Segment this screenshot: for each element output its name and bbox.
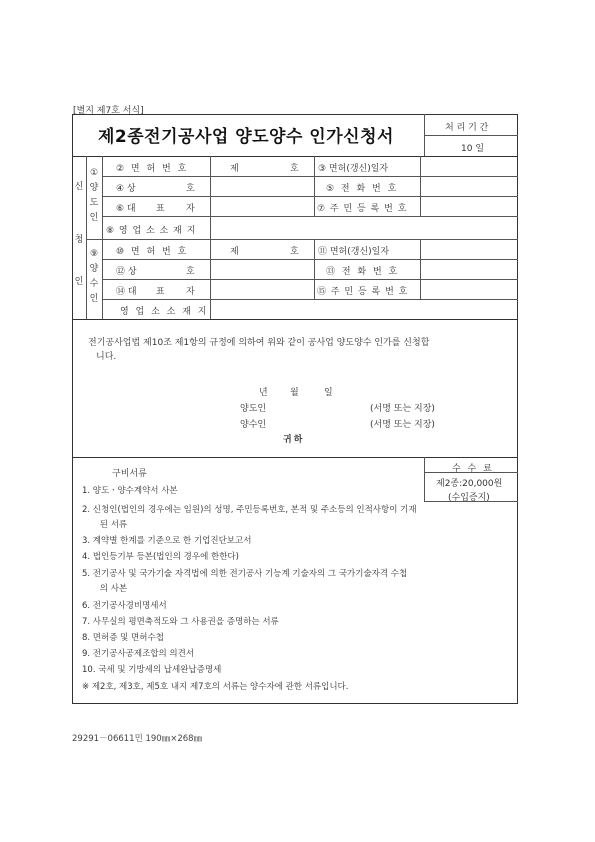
docs-item: 1. 양도ㆍ양수계약서 사본	[82, 486, 178, 496]
docs-item: 4. 법인등기부 등본(법인의 경우에 한한다)	[82, 552, 239, 562]
date-day: 일	[324, 388, 333, 398]
addressee: 귀하	[283, 435, 305, 445]
transferor-rep-label: 표	[156, 204, 165, 214]
transferor-label-char: 인	[89, 213, 99, 223]
sign-note: (서명 또는 지장)	[370, 420, 435, 430]
divider	[314, 156, 315, 216]
applicant-label-char: 신	[74, 182, 84, 192]
transferor-license-no-suffix: 호	[290, 164, 299, 174]
divider	[424, 457, 425, 501]
fee-note: (수입증지)	[448, 493, 490, 503]
divider	[420, 156, 421, 216]
divider	[420, 239, 421, 299]
transferee-trade-name-label: 호	[186, 267, 195, 277]
transferee-phone-label: ⑬ 전 화 번 호	[326, 267, 400, 277]
form-label: [별지 제7호 서식]	[73, 106, 144, 116]
fee-amount: 제2종:20,000원	[436, 479, 503, 489]
docs-item: 9. 전기공사공제조합의 의견서	[82, 649, 195, 659]
transferee-license-no-label: ⑩ 면 허 번 호	[116, 247, 189, 257]
docs-heading: 구비서류	[112, 469, 147, 479]
transferee-resident-no-label: ⑮ 주 민 등 록 번 호	[317, 287, 409, 297]
docs-item: 7. 사무실의 평면축적도와 그 사용권을 증명하는 서류	[82, 617, 279, 627]
transferor-trade-name-label: 호	[186, 184, 195, 194]
divider	[314, 239, 315, 299]
transferor-address-label: ⑧ 영 업 소 소 재 지	[106, 226, 197, 236]
divider	[102, 156, 103, 319]
transferee-address-label: 영 업 소 소 재 지	[120, 307, 209, 317]
docs-item: 3. 계약별 한계를 기준으로 한 기업진단보고서	[82, 536, 252, 546]
signer-transferee: 양수인	[240, 420, 267, 430]
divider	[72, 457, 518, 458]
divider	[102, 259, 518, 260]
transferee-rep-label: ⑭ 대	[116, 287, 137, 297]
processing-period-value: 10 일	[461, 144, 485, 154]
transferor-license-date-label: ③ 면허(갱신)일자	[318, 164, 389, 174]
transferee-license-date-label: ⑪ 면허(갱신)일자	[318, 247, 390, 257]
form-title: 제2종전기공사업 양도양수 인가신청서	[98, 127, 394, 147]
docs-item: 5. 전기공사 및 국가기술 자격법에 의한 전기공사 기능계 기술자의 그 국가기술자격 수첩	[82, 569, 408, 579]
date-month: 월	[290, 388, 299, 398]
docs-item: 의 사본	[89, 584, 128, 594]
divider	[102, 216, 518, 217]
fee-label: 수 수 료	[452, 464, 494, 474]
transferee-label-char: 수	[89, 279, 99, 289]
transferee-label-char: ⑨	[89, 249, 99, 259]
docs-item: 8. 면허증 및 면허수첩	[82, 633, 164, 643]
divider	[424, 135, 518, 136]
transferor-label-char: 도	[89, 198, 99, 208]
transferee-trade-name-label: ⑫ 상	[116, 267, 137, 277]
docs-item: 된 서류	[89, 520, 128, 530]
transferee-label-char: 인	[89, 294, 99, 304]
transferor-trade-name-label: ④ 상	[116, 184, 136, 194]
transferor-label-char: ①	[89, 168, 99, 178]
transferor-license-no-prefix: 제	[230, 164, 239, 174]
applicant-label-char: 청	[74, 235, 84, 245]
transferor-license-no-label: ② 면 허 번 호	[116, 164, 189, 174]
transferee-license-no-suffix: 호	[290, 247, 299, 257]
docs-item: 6. 전기공사경비명세서	[82, 601, 167, 611]
transferor-rep-label: 자	[186, 204, 195, 214]
divider	[102, 196, 518, 197]
statement-line: 전기공사업법 제10조 제1항의 규정에 의하여 위와 같이 공사업 양도양수 인가를 신청합	[88, 338, 430, 348]
sign-note: (서명 또는 지장)	[370, 404, 435, 414]
processing-period-label: 처 리 기 간	[445, 123, 489, 133]
transferor-phone-label: ⑤ 전 화 번 호	[326, 184, 399, 194]
divider	[72, 319, 518, 320]
divider	[210, 156, 211, 319]
docs-note: ※ 제2호, 제3호, 제5호 내지 제7호의 서류는 양수자에 관한 서류입니다.	[82, 682, 349, 692]
form-footer: 29291－06611민 190㎜×268㎜	[72, 734, 203, 744]
divider	[102, 299, 518, 300]
transferee-rep-label: 표	[156, 287, 165, 297]
statement-line: 니다.	[96, 352, 117, 362]
transferor-rep-label: ⑥ 대	[116, 204, 136, 214]
transferee-license-no-prefix: 제	[230, 247, 239, 257]
divider	[72, 156, 518, 157]
signer-transferor: 양도인	[240, 404, 267, 414]
docs-item: 10. 국세 및 기방세의 납세완납증명세	[82, 665, 222, 675]
divider	[102, 279, 518, 280]
date-year: 년	[259, 388, 268, 398]
transferee-rep-label: 자	[186, 287, 195, 297]
transferor-label-char: 양	[89, 183, 99, 193]
divider	[86, 239, 518, 240]
transferee-label-char: 양	[89, 264, 99, 274]
divider	[102, 176, 518, 177]
applicant-label-char: 인	[74, 277, 84, 287]
transferor-resident-no-label: ⑦ 주 민 등 록 번 호	[317, 204, 408, 214]
docs-item: 2. 신청인(법인의 경우에는 임원)의 성명, 주민등록번호, 본적 및 주소등의 인적사항이 기재	[82, 505, 417, 515]
